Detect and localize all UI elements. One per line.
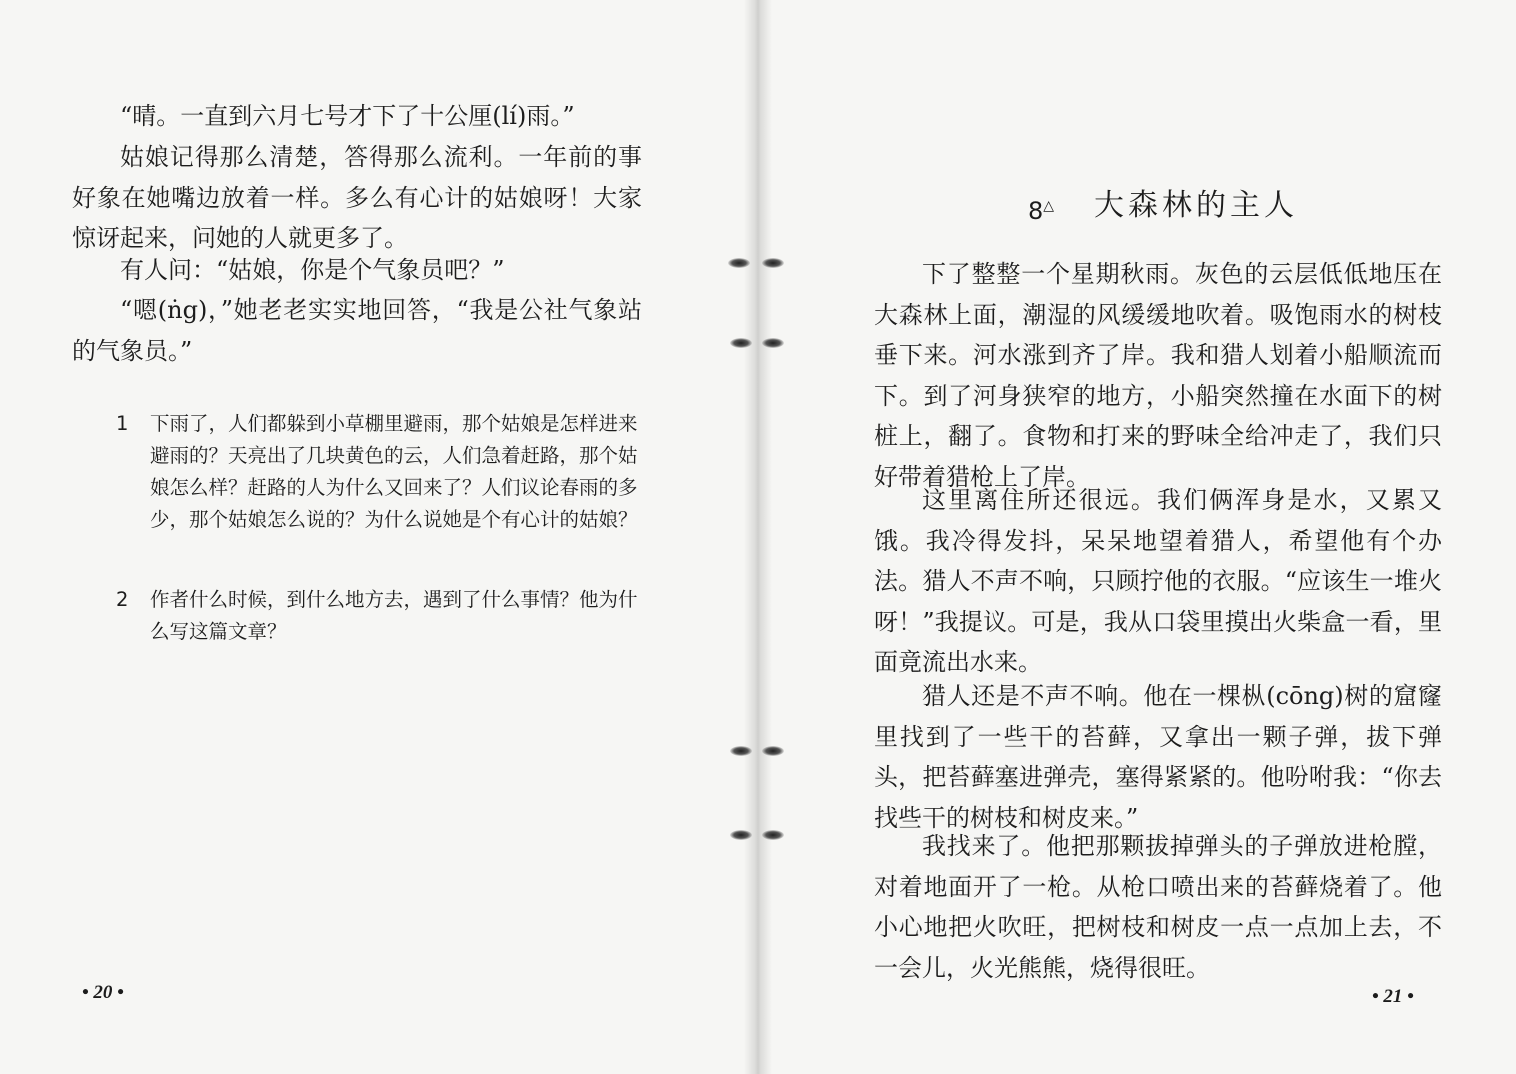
binding-hole-icon xyxy=(762,338,784,348)
right-paragraph: 猎人还是不声不响。他在一棵枞(cōng)树的窟窿里找到了一些干的苔藓，又拿出一颗子弹，拔下弹头，把苔藓塞进弹壳，塞得紧紧的。他吩咐我：“你去找些干的树枝和树皮来。” xyxy=(874,682,1442,832)
left-paragraph: 姑娘记得那么清楚，答得那么流利。一年前的事好象在她嘴边放着一样。多么有心计的姑娘呀！大家惊讶起来，问她的人就更多了。 xyxy=(72,143,642,252)
lesson-title: 大森林的主人 xyxy=(1094,188,1298,223)
lesson-number: 8△ xyxy=(1028,197,1055,225)
page-number-left: • 20 • xyxy=(82,982,124,1003)
left-paragraph: 有人问：“姑娘，你是个气象员吧？” xyxy=(120,256,505,284)
binding-hole-icon xyxy=(762,830,784,840)
binding-hole-icon xyxy=(730,746,752,756)
question-number: 2 xyxy=(116,588,129,611)
question-text: 下雨了，人们都躲到小草棚里避雨，那个姑娘是怎样进来避雨的？天亮出了几块黄色的云，人们急着赶路，那个姑娘怎么样？赶路的人为什么又回来了？人们议论春雨的多少，那个姑娘怎么说的？为什么说她是个有心计的姑娘？ xyxy=(150,412,638,531)
right-paragraph: 我找来了。他把那颗拔掉弹头的子弹放进枪膛，对着地面开了一枪。从枪口喷出来的苔藓烧着了。他小心地把火吹旺，把树枝和树皮一点一点加上去，不一会儿，火光熊熊，烧得很旺。 xyxy=(874,832,1442,982)
triangle-icon: △ xyxy=(1043,198,1055,214)
binding-hole-icon xyxy=(762,746,784,756)
book-gutter xyxy=(744,0,772,1074)
page-number-right: • 21 • xyxy=(1372,986,1414,1007)
left-paragraph: “晴。一直到六月七号才下了十公厘(lí)雨。” xyxy=(120,102,575,130)
binding-hole-icon xyxy=(728,258,750,268)
binding-hole-icon xyxy=(730,830,752,840)
right-paragraph: 这里离住所还很远。我们俩浑身是水，又累又饿。我冷得发抖，呆呆地望着猎人，希望他有个办法。猎人不声不响，只顾拧他的衣服。“应该生一堆火呀！”我提议。可是，我从口袋里摸出火柴盒一看，里面竟流出水来。 xyxy=(874,486,1442,676)
binding-hole-icon xyxy=(730,338,752,348)
left-paragraph: “嗯(ṅg)，”她老老实实地回答，“我是公社气象站的气象员。” xyxy=(72,296,642,365)
question-text: 作者什么时候，到什么地方去，遇到了什么事情？他为什么写这篇文章？ xyxy=(150,588,638,643)
binding-hole-icon xyxy=(762,258,784,268)
question-number: 1 xyxy=(116,412,129,435)
right-paragraph: 下了整整一个星期秋雨。灰色的云层低低地压在大森林上面，潮湿的风缓缓地吹着。吸饱雨水的树枝垂下来。河水涨到齐了岸。我和猎人划着小船顺流而下。到了河身狭窄的地方，小船突然撞在水面下的树桩上，翻了。食物和打来的野味全给冲走了，我们只好带着猎枪上了岸。 xyxy=(874,260,1442,491)
